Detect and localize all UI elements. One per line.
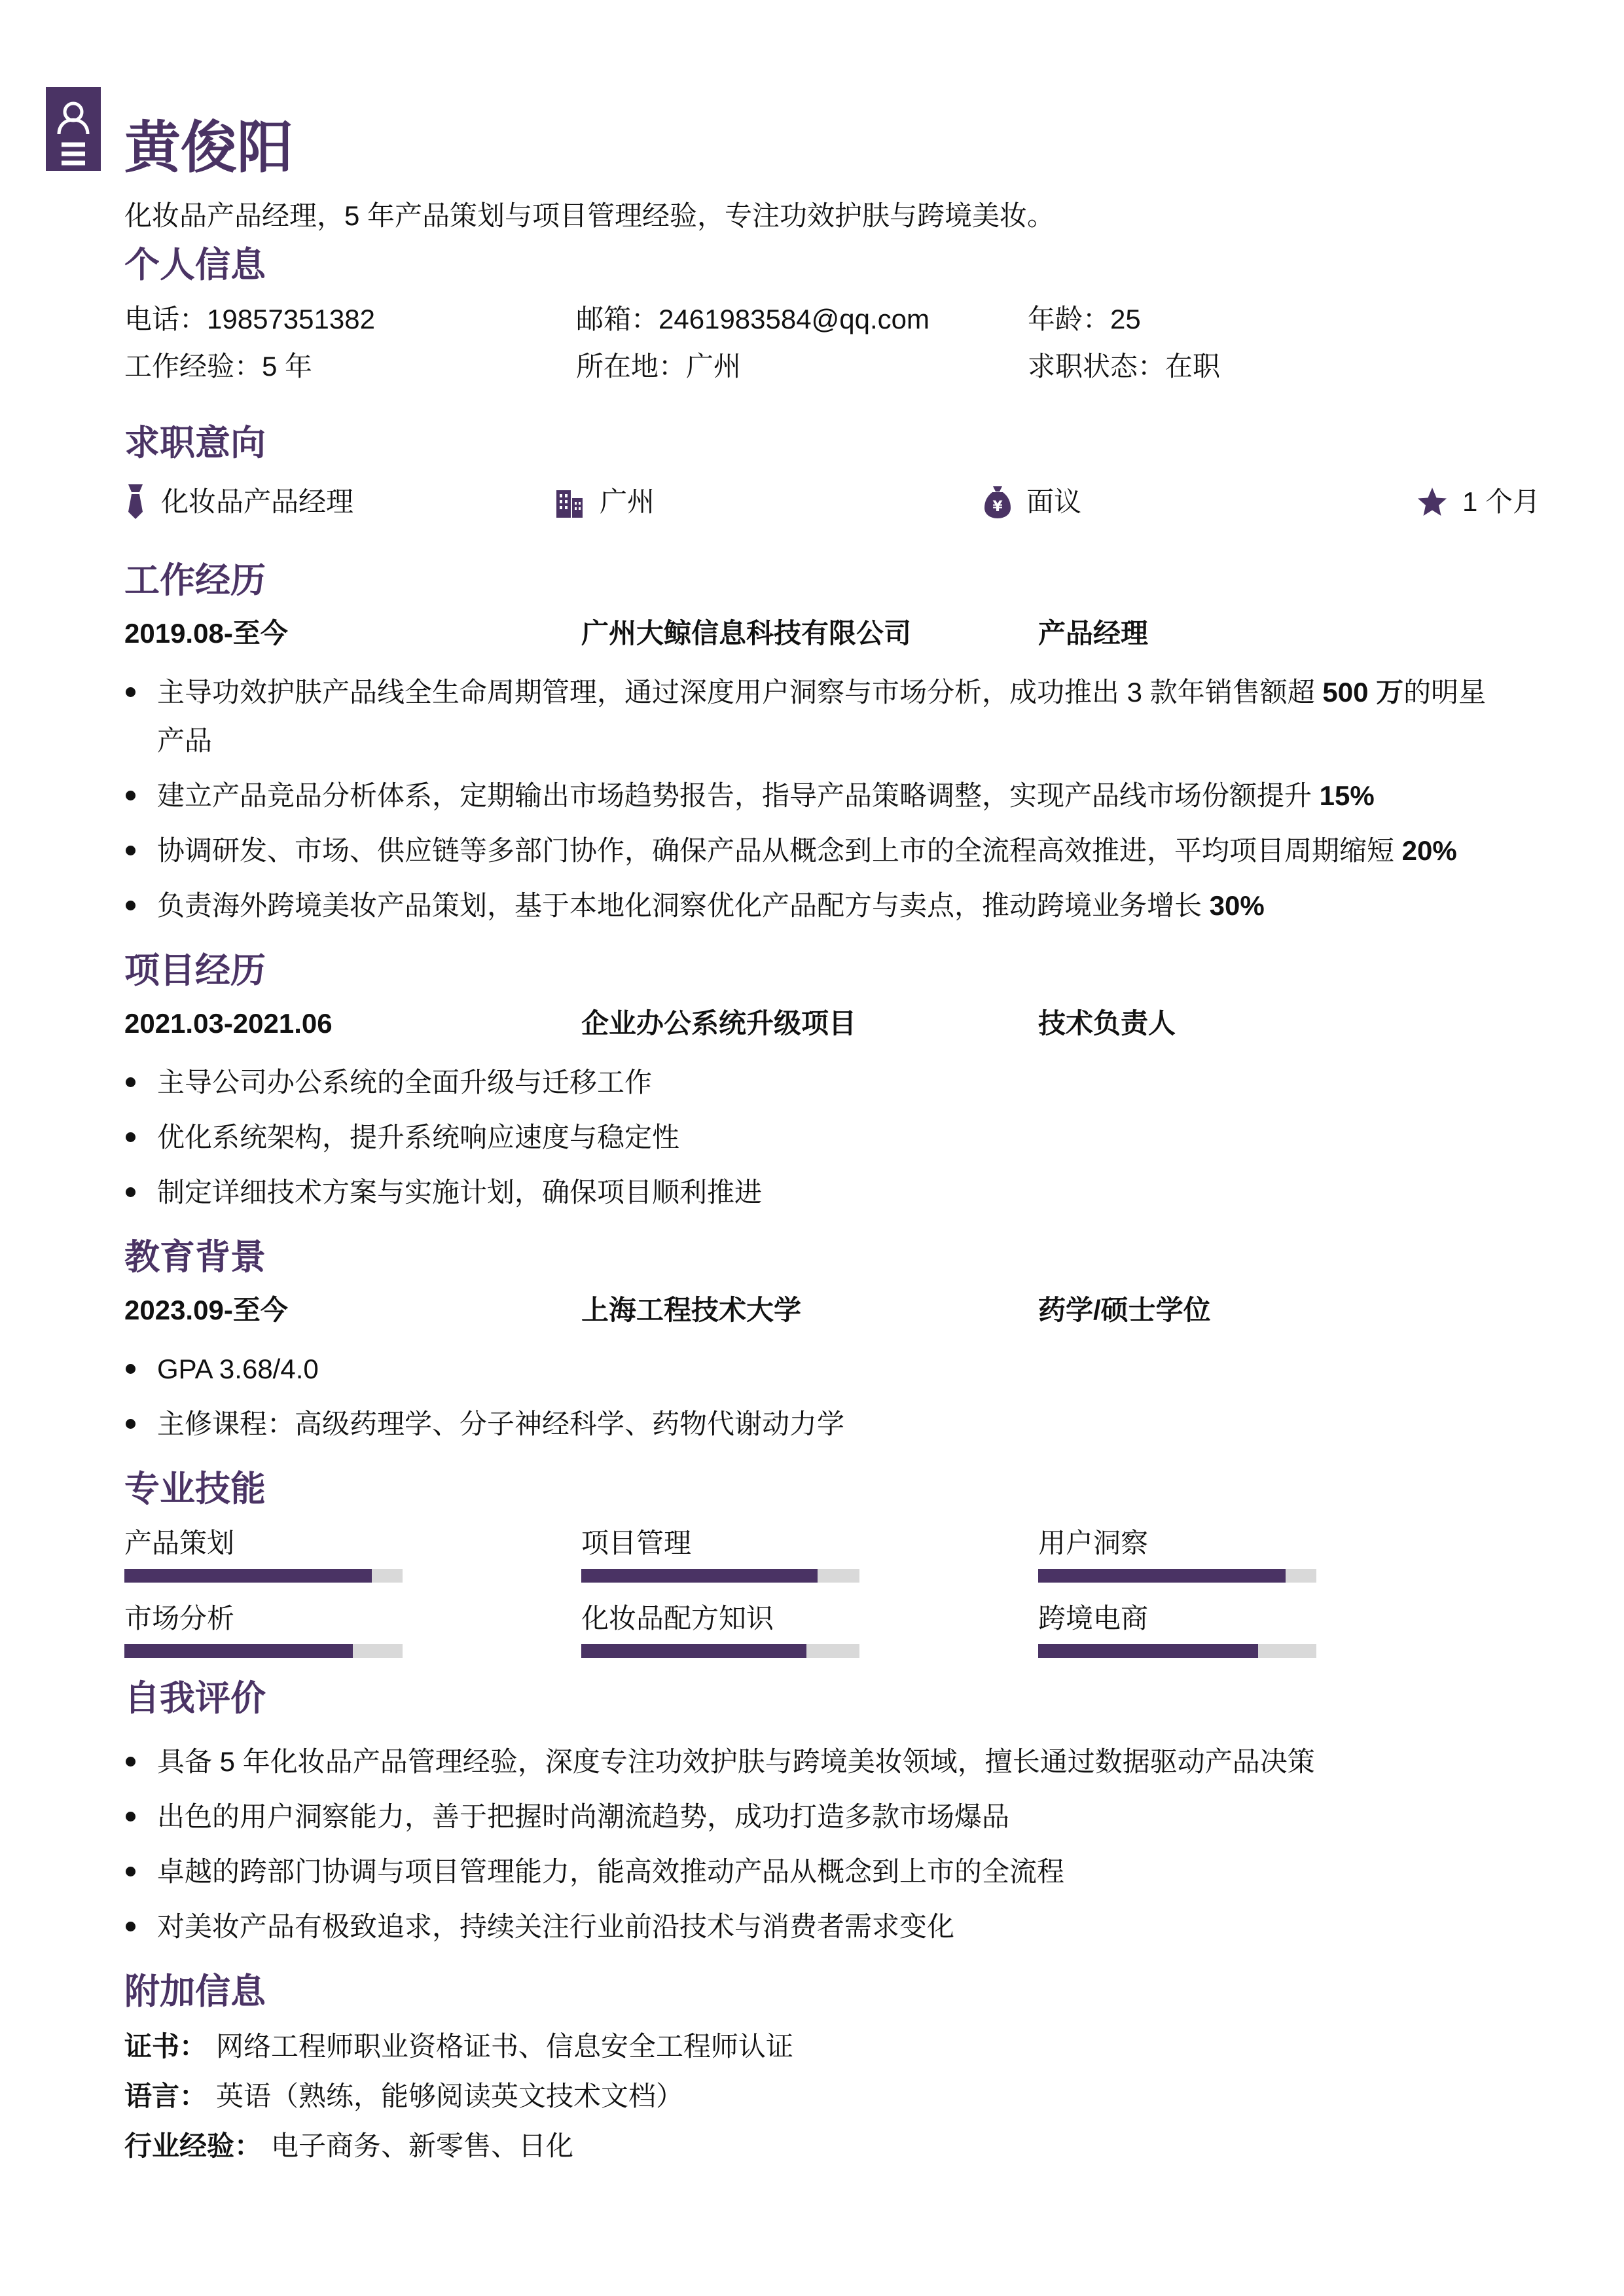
additional-row-industries: [124, 2128, 1499, 2164]
skill-name: 用户洞察: [1038, 1528, 1149, 1558]
profile-card-icon-svg: [46, 87, 101, 171]
info-label: 电话：: [124, 304, 208, 334]
project-role: 技术负责人: [1038, 1008, 1176, 1039]
work-company: 广州大鲸信息科技有限公司: [581, 618, 912, 649]
bullet-item: [124, 668, 1499, 765]
info-item-experience: [124, 350, 576, 383]
info-item-location: [576, 350, 1028, 383]
additional-info-rows: [124, 2028, 1499, 2164]
bullet-text: 出色的用户洞察能力，善于把握时尚潮流趋势，成功打造多款市场爆品: [157, 1801, 1010, 1832]
education-entry-header: [124, 1294, 1499, 1327]
bullet-item: [124, 827, 1499, 875]
education-period: 2023.09-至今: [124, 1295, 288, 1325]
intent-text: 面议: [1026, 486, 1082, 517]
work-role: 产品经理: [1038, 618, 1149, 649]
section-job-intent: [124, 422, 1541, 520]
bullet-text: 协调研发、市场、供应链等多部门协作，确保产品从概念到上市的全流程高效推进，平均项目周期缩短: [157, 835, 1402, 866]
section-self-evaluation: [124, 1677, 1499, 1951]
additional-row-languages: [124, 2078, 1499, 2115]
skill-item: [1038, 1602, 1499, 1658]
section-education: [124, 1236, 1499, 1448]
info-value: 广州: [686, 351, 742, 382]
bullet-highlight: 500 万: [1322, 677, 1404, 708]
section-personal-info: [124, 244, 1499, 383]
svg-text:¥: ¥: [992, 499, 1003, 515]
section-title-skills: 专业技能: [124, 1469, 266, 1509]
bullet-item: [124, 1058, 1499, 1107]
section-work-experience: [124, 560, 1499, 930]
tie-icon: [124, 484, 147, 520]
bullet-item: [124, 1903, 1499, 1951]
bullet-item: [124, 1738, 1499, 1786]
additional-label: 语言：: [124, 2081, 208, 2111]
intent-salary: [983, 484, 1416, 520]
project-entry-header: [124, 1007, 1499, 1040]
additional-row-certificates: [124, 2028, 1499, 2065]
skill-name: 产品策划: [124, 1528, 235, 1558]
info-item-age: [1028, 303, 1499, 336]
info-label: 所在地：: [576, 351, 687, 382]
skill-item: [124, 1602, 581, 1658]
bullet-item: [124, 1113, 1499, 1162]
project-bullet-list: [124, 1058, 1499, 1217]
education-degree: 药学/硕士学位: [1038, 1295, 1211, 1325]
work-bullet-list: [124, 668, 1499, 930]
bullet-item: [124, 1848, 1499, 1896]
info-value: 19857351382: [207, 304, 375, 334]
bullet-text: 具备 5 年化妆品产品管理经验，深度专注功效护肤与跨境美妆领域，擅长通过数据驱动产品决策: [157, 1746, 1315, 1777]
work-entry-header: [124, 617, 1499, 650]
section-title-job-intent: 求职意向: [124, 423, 266, 463]
additional-label: 行业经验：: [124, 2130, 262, 2161]
bullet-item: [124, 1793, 1499, 1841]
skill-item: [581, 1602, 1038, 1658]
bullet-highlight: 20%: [1401, 835, 1457, 866]
intent-text: 化妆品产品经理: [161, 486, 354, 517]
section-additional-info: [124, 1971, 1499, 2164]
personal-info-grid: [124, 303, 1499, 383]
section-skills: [124, 1468, 1499, 1658]
bullet-item: [124, 1400, 1499, 1448]
info-item-status: [1028, 350, 1499, 383]
section-title-personal-info: 个人信息: [124, 245, 266, 285]
skill-item: [124, 1527, 581, 1583]
additional-value: 电子商务、新零售、日化: [271, 2130, 574, 2161]
info-label: 邮箱：: [576, 304, 659, 334]
section-title-self-evaluation: 自我评价: [124, 1679, 266, 1718]
education-bullet-list: [124, 1345, 1499, 1448]
intent-position: [124, 484, 554, 520]
info-value: 25: [1110, 304, 1141, 334]
bullet-text: 制定详细技术方案与实施计划，确保项目顺利推进: [157, 1177, 763, 1208]
bullet-highlight: 15%: [1319, 780, 1375, 811]
bullet-item: [124, 882, 1499, 930]
bullet-item: [124, 1345, 1499, 1393]
skill-bar-track: [124, 1569, 403, 1583]
candidate-summary: 化妆品产品经理，5 年产品策划与项目管理经验，专注功效护肤与跨境美妆。: [124, 200, 1055, 231]
project-name: 企业办公系统升级项目: [581, 1008, 857, 1039]
bullet-highlight: 30%: [1209, 890, 1265, 921]
bullet-text: 主修课程：高级药理学、分子神经科学、药物代谢动力学: [157, 1408, 845, 1439]
profile-card-icon: [46, 87, 101, 171]
intent-text: 1 个月: [1462, 486, 1541, 517]
project-period: 2021.03-2021.06: [124, 1008, 333, 1039]
bullet-item: [124, 1168, 1499, 1217]
skill-bar-fill: [1038, 1644, 1258, 1658]
info-value: 5 年: [262, 351, 313, 382]
section-title-additional-info: 附加信息: [124, 1972, 266, 2011]
skill-bar-fill: [1038, 1569, 1286, 1583]
additional-value: 英语（熟练，能够阅读英文技术文档）: [216, 2081, 684, 2111]
info-value: 2461983584@qq.com: [659, 304, 929, 334]
skill-name: 跨境电商: [1038, 1603, 1149, 1634]
skill-name: 项目管理: [581, 1528, 692, 1558]
skill-bar-fill: [581, 1569, 818, 1583]
skill-bar-fill: [581, 1644, 806, 1658]
skill-bar-track: [1038, 1644, 1316, 1658]
bullet-text: 的明星产品: [157, 677, 1487, 756]
skill-item: [581, 1527, 1038, 1583]
bullet-text: 主导公司办公系统的全面升级与迁移工作: [157, 1067, 653, 1098]
money-bag-icon: [983, 485, 1012, 519]
skill-name: 市场分析: [124, 1603, 235, 1634]
info-item-phone: [124, 303, 576, 336]
bullet-text: GPA 3.68/4.0: [157, 1354, 319, 1384]
info-value: 在职: [1165, 351, 1221, 382]
resume-content: [124, 0, 1541, 2164]
additional-label: 证书：: [124, 2031, 208, 2062]
skill-bar-track: [1038, 1569, 1316, 1583]
section-title-projects: 项目经历: [124, 951, 266, 990]
skill-name: 化妆品配方知识: [581, 1603, 774, 1634]
info-label: 工作经验：: [124, 351, 262, 382]
skill-item: [1038, 1527, 1499, 1583]
skill-bar-track: [581, 1569, 859, 1583]
bullet-text: 负责海外跨境美妆产品策划，基于本地化洞察优化产品配方与卖点，推动跨境业务增长: [157, 890, 1210, 921]
self-evaluation-bullet-list: [124, 1738, 1499, 1951]
bullet-item: [124, 772, 1499, 820]
skill-bar-track: [124, 1644, 403, 1658]
bullet-text: 主导功效护肤产品线全生命周期管理，通过深度用户洞察与市场分析，成功推出 3 款年销售额超: [157, 677, 1323, 708]
star-icon: [1416, 486, 1448, 518]
bullet-text: 对美妆产品有极致追求，持续关注行业前沿技术与消费者需求变化: [157, 1911, 955, 1942]
intent-text: 广州: [600, 486, 655, 517]
intent-city: [554, 484, 983, 520]
bullet-text: 卓越的跨部门协调与项目管理能力，能高效推动产品从概念到上市的全流程: [157, 1856, 1065, 1887]
info-label: 求职状态：: [1028, 351, 1166, 382]
bullet-text: 建立产品竞品分析体系，定期输出市场趋势报告，指导产品策略调整，实现产品线市场份额提升: [157, 780, 1320, 811]
education-school: 上海工程技术大学: [581, 1295, 802, 1325]
candidate-name: 黄俊阳: [124, 117, 293, 179]
job-intent-row: [124, 484, 1541, 520]
building-icon: [554, 486, 585, 518]
intent-availability: [1416, 484, 1540, 520]
work-period: 2019.08-至今: [124, 618, 288, 649]
info-item-email: [576, 303, 1028, 336]
skill-bar-track: [581, 1644, 859, 1658]
section-title-education: 教育背景: [124, 1238, 266, 1277]
additional-value: 网络工程师职业资格证书、信息安全工程师认证: [216, 2031, 794, 2062]
bullet-text: 优化系统架构，提升系统响应速度与稳定性: [157, 1122, 680, 1153]
skill-bar-fill: [124, 1569, 372, 1583]
skills-grid: [124, 1527, 1499, 1658]
info-label: 年龄：: [1028, 304, 1111, 334]
skill-bar-fill: [124, 1644, 353, 1658]
section-title-work-experience: 工作经历: [124, 561, 266, 600]
section-projects: [124, 950, 1499, 1217]
